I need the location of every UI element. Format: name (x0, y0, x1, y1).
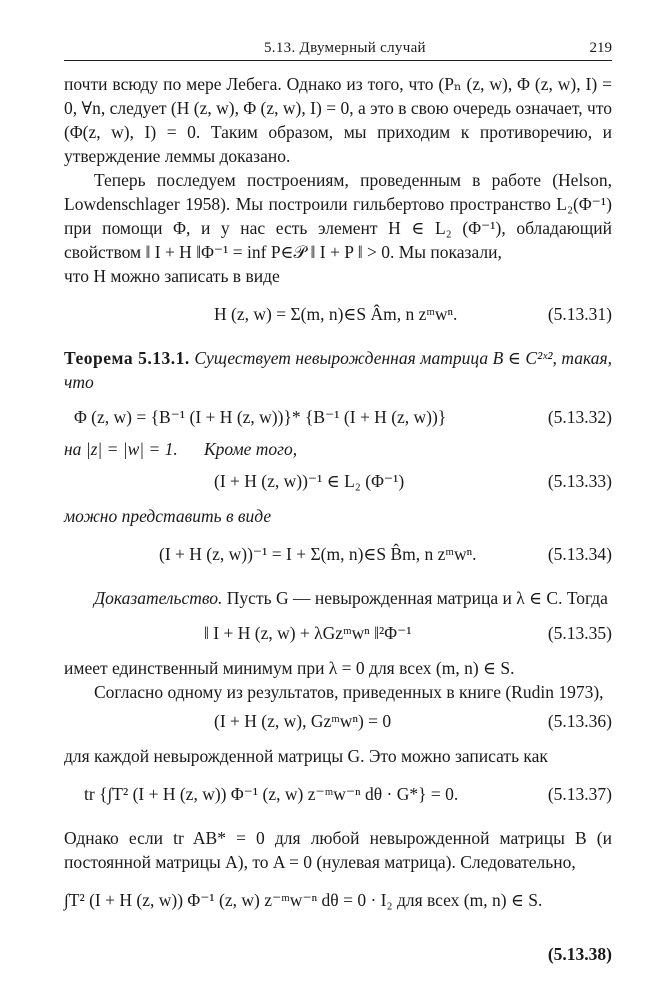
running-head: 5.13. Двумерный случай (264, 40, 426, 56)
equation-5-13-38-line (64, 882, 612, 924)
equation-5-13-37 (64, 776, 612, 818)
paragraph-helson: Теперь последуем построениям, проведенным в работе (Helson, Lowdenschlager 1958). Мы построили гильбертово пространство L₂(Φ⁻¹) при помощи Φ, и у нас есть элемент H ∈ L₂ (Φ⁻¹), обладающий свойством ‖ I + H ‖Φ⁻¹ = inf P∈𝒫 ‖ I + P ‖ > 0. Мы показали, (64, 170, 612, 262)
paragraph-trace: Однако если tr AB* = 0 для любой невырожденной матрицы B (и постоянной матрицы A), то A = 0 (нулевая матрица). Следовательно, (64, 828, 612, 872)
paragraph-minimum: имеет единственный минимум при λ = 0 для всех (m, n) ∈ S. (64, 658, 515, 678)
equation-number: (5.13.34) (547, 544, 612, 564)
equation-expression: ‖ I + H (z, w) + λGzᵐwⁿ ‖²Φ⁻¹ (204, 623, 412, 643)
equation-5-13-31 (64, 296, 612, 338)
equation-number: (5.13.32) (547, 407, 612, 427)
equation-number: (5.13.37) (547, 784, 612, 804)
theorem-statement (64, 346, 612, 394)
equation-expression: ∫T² (I + H (z, w)) Φ⁻¹ (z, w) z⁻ᵐw⁻ⁿ dθ = 0 · I₂ для всех (m, n) ∈ S. (64, 890, 543, 910)
equation-expression: Φ (z, w) = {B⁻¹ (I + H (z, w))}* {B⁻¹ (I + H (z, w))} (74, 407, 447, 427)
equation-number: (5.13.31) (547, 304, 612, 324)
condition-on-circle: на |z| = |w| = 1. (64, 439, 178, 459)
equation-5-13-35 (64, 618, 612, 648)
moreover-text: Кроме того, (204, 439, 298, 459)
proof-label: Доказательство. (94, 588, 223, 608)
equation-expression: (I + H (z, w))⁻¹ = I + Σ(m, n)∈S B̂m, n zᵐwⁿ. (159, 544, 477, 564)
equation-number: (5.13.38) (547, 944, 612, 964)
equation-expression: H (z, w) = Σ(m, n)∈S Âm, n zᵐwⁿ. (214, 304, 458, 324)
theorem-label: Теорема 5.13.1. (64, 348, 190, 368)
paragraph-write-h: что H можно записать в виде (64, 266, 280, 286)
paragraph-each-matrix: для каждой невырожденной матрицы G. Это можно записать как (64, 746, 548, 766)
equation-expression: (I + H (z, w), Gzᵐwⁿ) = 0 (214, 711, 392, 731)
paragraph-rudin: Согласно одному из результатов, приведенных в книге (Rudin 1973), (94, 682, 604, 702)
equation-5-13-38 (64, 932, 612, 966)
paragraph-represent: можно представить в виде (64, 506, 272, 526)
equation-5-13-33 (64, 434, 612, 464)
proof-text: Пусть G — невырожденная матрица и λ ∈ C. Тогда (226, 588, 608, 608)
equation-number: (5.13.36) (547, 711, 612, 731)
equation-5-13-34 (64, 536, 612, 578)
equation-expression: tr {∫T² (I + H (z, w)) Φ⁻¹ (z, w) z⁻ᵐw⁻ⁿ dθ · G*} = 0. (84, 784, 459, 804)
equation-5-13-36 (64, 706, 612, 736)
paragraph-lemma-end: почти всюду по мере Лебега. Однако из того, что (Pₙ (z, w), Φ (z, w), I) = 0, ∀n, следует (H (z, w), Φ (z, w), I) = 0, а это в свою очередь означает, что (Φ(z, w), I) = 0. Таким образом, мы приходим к противоречию, и утверждение леммы доказано. (64, 74, 612, 166)
page-number: 219 (589, 40, 612, 56)
equation-expression: (I + H (z, w))⁻¹ ∈ L₂ (Φ⁻¹) (214, 471, 405, 491)
page-header (64, 34, 612, 61)
equation-5-13-32 (64, 402, 612, 432)
equation-number: (5.13.35) (547, 623, 612, 643)
page-body (64, 72, 612, 966)
proof-statement (64, 586, 612, 610)
equation-5-13-33-row (64, 466, 612, 496)
equation-number: (5.13.33) (547, 471, 612, 491)
theorem-text: Существует невырожденная матрица B ∈ C²ˣ², такая, что (64, 348, 612, 392)
